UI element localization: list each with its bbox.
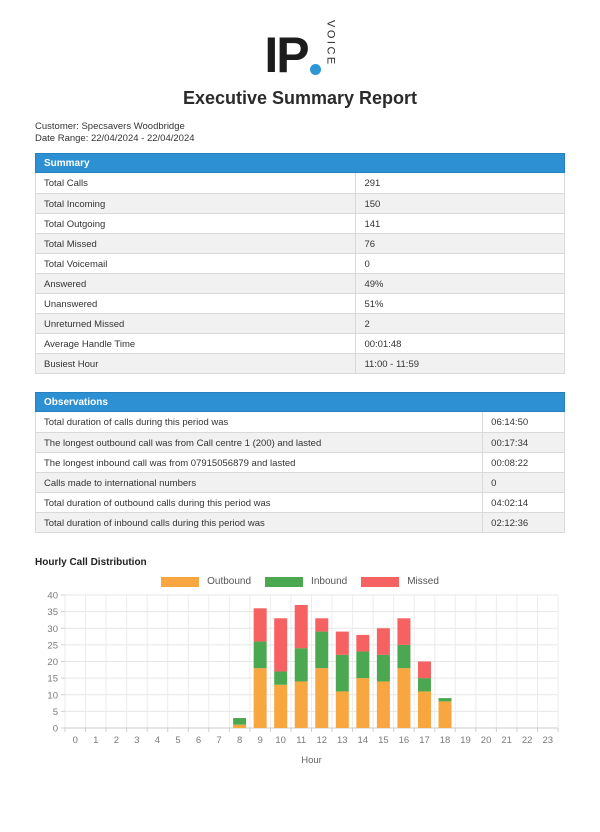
page-title: Executive Summary Report [182,88,418,108]
svg-text:5: 5 [52,706,58,718]
svg-text:22: 22 [521,735,533,746]
legend-label: Inbound [311,576,348,587]
svg-text:0: 0 [72,735,78,746]
svg-text:20: 20 [47,657,58,668]
legend-label: Missed [407,576,439,587]
logo-voice-text: VOICE [324,20,337,67]
table-row [36,412,564,432]
row-label: Total duration of calls during this period was [44,416,229,428]
row-label: Answered [44,278,87,290]
row-value: 0 [355,254,564,273]
row-value: 51% [355,294,564,313]
row-value: 06:14:50 [482,412,564,432]
row-value: 76 [355,234,564,253]
svg-text:15: 15 [378,735,389,746]
legend-item-outbound [161,576,251,587]
row-value: 11:00 - 11:59 [355,354,564,373]
table-row [36,353,564,373]
row-value: 150 [355,194,564,213]
row-label: Total duration of inbound calls during this period was [44,517,265,529]
summary-table-body [35,173,565,374]
svg-text:10: 10 [275,735,286,746]
summary-table-header: Summary [35,153,565,173]
stacked-bar-chart [35,587,565,769]
date-range-line: Date Range: 22/04/2024 - 22/04/2024 [35,132,195,144]
logo [0,20,600,83]
svg-text:16: 16 [398,735,410,746]
table-row [36,452,564,472]
chart-legend [35,576,565,587]
legend-swatch-icon [361,577,399,587]
table-row [36,213,564,233]
table-row [36,313,564,333]
summary-table [35,153,565,374]
svg-text:15: 15 [47,673,58,685]
hourly-call-distribution-chart [35,557,565,774]
svg-text:4: 4 [154,735,161,746]
logo-ip-text: IP [264,27,308,83]
row-label: Total Voicemail [44,258,108,270]
svg-text:20: 20 [480,735,492,746]
row-label: Total Missed [44,238,97,250]
chart-title: Hourly Call Distribution [35,557,147,568]
svg-text:1: 1 [93,735,99,746]
svg-text:2: 2 [113,735,119,746]
table-row [36,233,564,253]
table-row [36,193,564,213]
svg-text:12: 12 [316,735,328,746]
svg-text:Hour: Hour [301,755,322,766]
table-row [36,432,564,452]
table-row [36,293,564,313]
row-label: Unanswered [44,298,98,310]
row-label: Calls made to international numbers [44,477,197,489]
svg-text:21: 21 [501,735,512,746]
svg-text:13: 13 [337,735,348,746]
svg-text:3: 3 [134,735,140,746]
row-value: 00:08:22 [482,453,564,472]
svg-text:40: 40 [47,590,58,602]
row-label: The longest inbound call was from 07915056879 and lasted [44,457,296,469]
svg-text:7: 7 [216,735,222,746]
table-row [36,512,564,532]
svg-text:11: 11 [296,735,307,746]
svg-text:30: 30 [47,623,58,635]
observations-table-body [35,412,565,533]
legend-swatch-icon [265,577,303,587]
customer-line: Customer: Specsavers Woodbridge [35,121,185,132]
table-row [36,492,564,512]
svg-text:0: 0 [52,723,58,735]
row-value: 291 [355,173,564,193]
svg-text:5: 5 [175,735,181,746]
table-row [36,333,564,353]
row-label: Total Calls [44,177,88,189]
svg-text:8: 8 [236,735,243,746]
legend-swatch-icon [161,577,199,587]
svg-text:10: 10 [47,690,58,702]
svg-text:17: 17 [419,735,430,746]
legend-label: Outbound [207,576,252,587]
svg-text:19: 19 [460,735,471,746]
row-label: Unreturned Missed [44,318,125,330]
observations-table-header: Observations [35,392,565,412]
row-value: 04:02:14 [482,493,564,512]
report-meta [35,121,600,144]
svg-text:6: 6 [195,735,202,746]
svg-text:14: 14 [357,735,369,746]
row-label: Busiest Hour [44,358,99,370]
table-row [36,273,564,293]
row-label: The longest outbound call was from Call centre 1 (200) and lasted [44,437,322,449]
observations-table [35,392,565,533]
row-value: 0 [482,473,564,492]
row-value: 141 [355,214,564,233]
row-label: Total Incoming [44,198,106,210]
svg-text:9: 9 [257,735,263,746]
row-value: 2 [355,314,564,333]
row-value: 00:01:48 [355,334,564,353]
row-value: 00:17:34 [482,433,564,452]
logo-dot-icon [310,64,321,75]
svg-text:35: 35 [47,607,58,619]
table-row [36,173,564,193]
row-value: 49% [355,274,564,293]
row-label: Total Outgoing [44,218,106,230]
table-row [36,472,564,492]
legend-item-inbound [265,576,347,587]
table-row [36,253,564,273]
svg-text:23: 23 [542,735,554,746]
svg-text:25: 25 [47,640,58,652]
legend-item-missed [361,576,439,587]
svg-text:18: 18 [439,735,451,746]
row-label: Total duration of outbound calls during this period was [44,497,271,509]
row-value: 02:12:36 [482,513,564,532]
row-label: Average Handle Time [44,338,136,350]
